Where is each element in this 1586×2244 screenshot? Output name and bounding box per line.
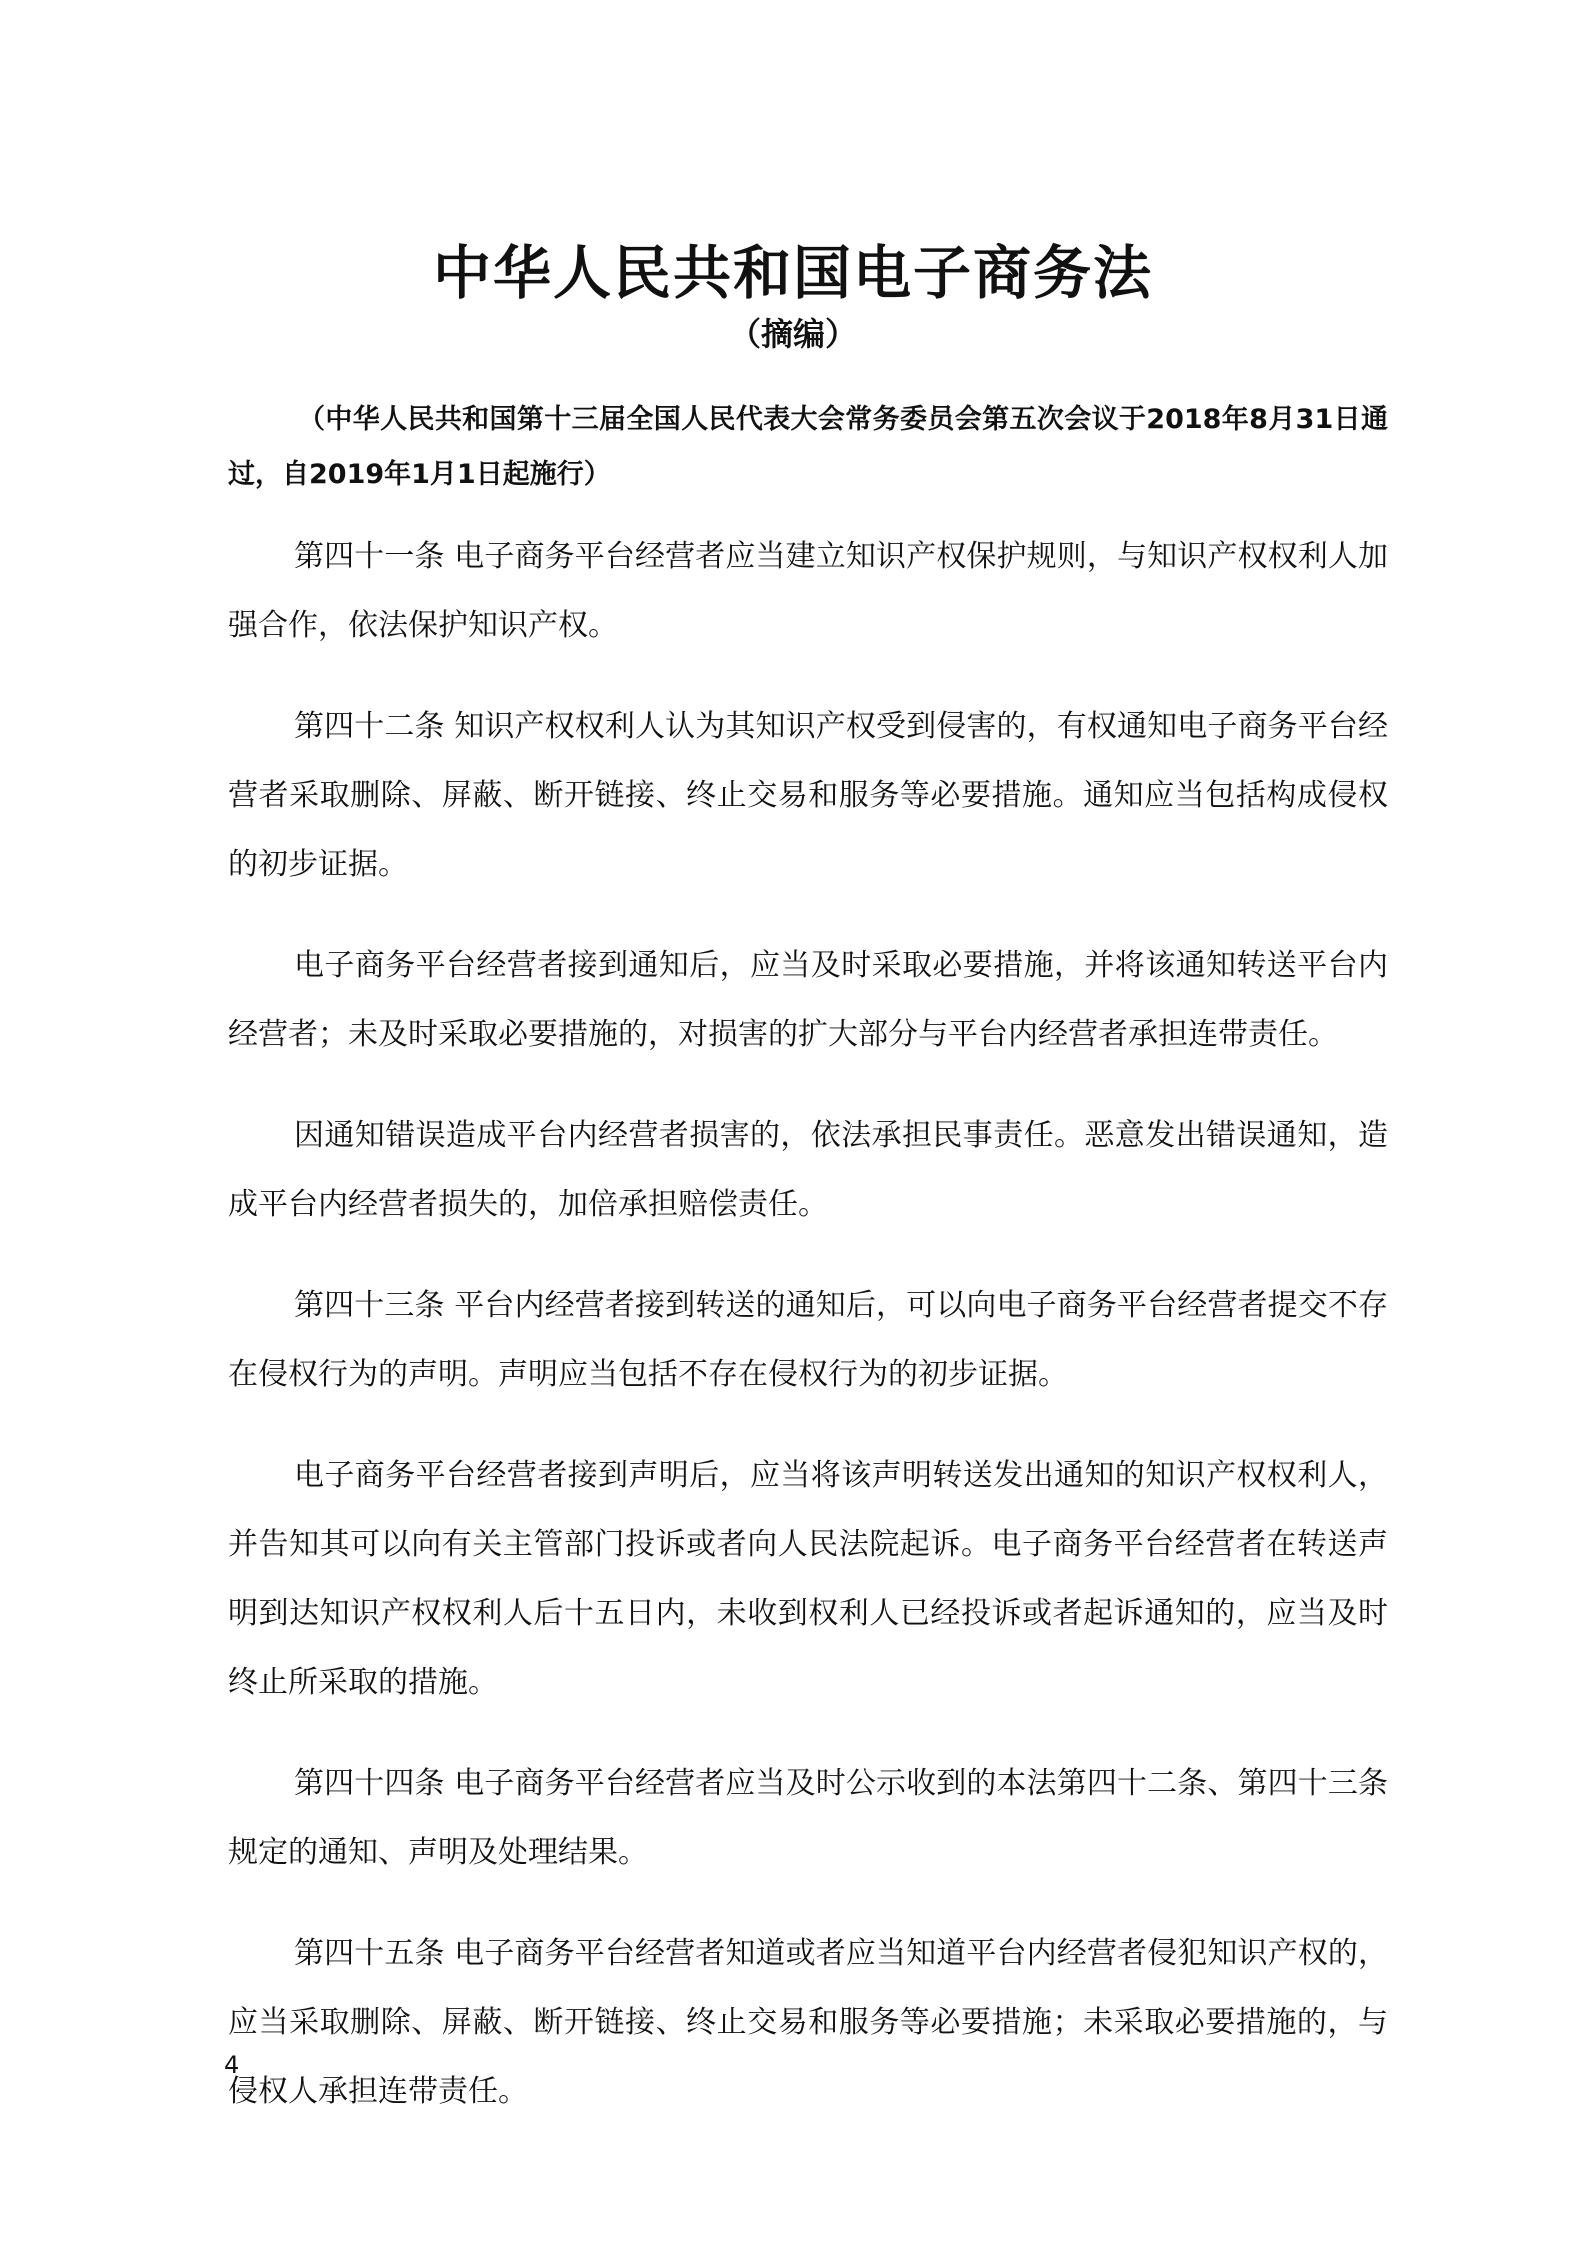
article-body [228, 522, 1388, 2158]
page-number: 4 [224, 2051, 240, 2079]
document-subtitle: （摘编） [728, 315, 857, 353]
article-44-paragraph: 第四十四条 电子商务平台经营者应当及时公示收到的本法第四十二条、第四十三条规定的通知、声明及处理结果。 [228, 1766, 1388, 1870]
article-41-paragraph: 第四十一条 电子商务平台经营者应当建立知识产权保护规则，与知识产权权利人加强合作，依法保护知识产权。 [228, 539, 1388, 643]
article-42-paragraph-2: 电子商务平台经营者接到通知后，应当及时采取必要措施，并将该通知转送平台内经营者；未及时采取必要措施的，对损害的扩大部分与平台内经营者承担连带责任。 [228, 948, 1388, 1052]
article-43-paragraph: 第四十三条 平台内经营者接到转送的通知后，可以向电子商务平台经营者提交不存在侵权行为的声明。声明应当包括不存在侵权行为的初步证据。 [228, 1288, 1388, 1392]
enactment-note: （中华人民共和国第十三届全国人民代表大会常务委员会第五次会议于2018年8月31日通过，自2019年1月1日起施行） [228, 404, 1388, 490]
article-43-paragraph-2: 电子商务平台经营者接到声明后，应当将该声明转送发出通知的知识产权权利人，并告知其可以向有关主管部门投诉或者向人民法院起诉。电子商务平台经营者在转送声明到达知识产权权利人后十五日内，未收到权利人已经投诉或者起诉通知的，应当及时终止所采取的措施。 [228, 1458, 1388, 1700]
article-42-paragraph: 第四十二条 知识产权权利人认为其知识产权受到侵害的，有权通知电子商务平台经营者采取删除、屏蔽、断开链接、终止交易和服务等必要措施。通知应当包括构成侵权的初步证据。 [228, 709, 1388, 882]
article-42-paragraph-3: 因通知错误造成平台内经营者损害的，依法承担民事责任。恶意发出错误通知，造成平台内经营者损失的，加倍承担赔偿责任。 [228, 1118, 1388, 1222]
article-45-paragraph: 第四十五条 电子商务平台经营者知道或者应当知道平台内经营者侵犯知识产权的，应当采取删除、屏蔽、断开链接、终止交易和服务等必要措施；未采取必要措施的，与侵权人承担连带责任。 [228, 1936, 1388, 2109]
document-title: 中华人民共和国电子商务法 [432, 239, 1153, 307]
